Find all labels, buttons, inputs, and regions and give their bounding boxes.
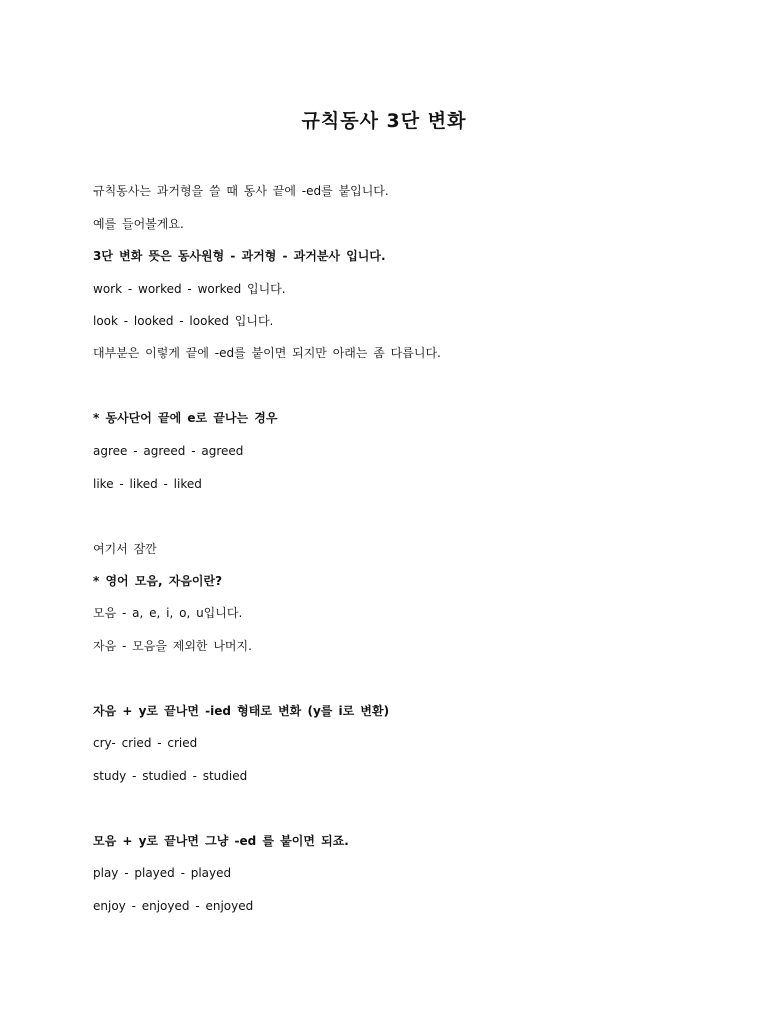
example-line: study - studied - studied [93, 769, 248, 783]
intro-example: work - worked - worked 입니다. [93, 282, 286, 296]
aside-label: 여기서 잠깐 [93, 542, 157, 556]
intro-line: 대부분은 이렇게 끝에 -ed를 붙이면 되지만 아래는 좀 다릅니다. [93, 346, 441, 360]
section-heading-vowel-y: 모음 + y로 끝나면 그냥 -ed 를 붙이면 되죠. [93, 834, 349, 848]
intro-example: look - looked - looked 입니다. [93, 314, 274, 328]
section-heading-e-ending: * 동사단어 끝에 e로 끝나는 경우 [93, 411, 278, 425]
intro-definition: 3단 변화 뜻은 동사원형 - 과거형 - 과거분사 입니다. [93, 249, 386, 263]
page-title: 규칙동사 3단 변화 [301, 110, 467, 132]
vowel-definition: 모음 - a, e, i, o, u입니다. [93, 606, 243, 620]
example-line: agree - agreed - agreed [93, 444, 244, 458]
example-line: enjoy - enjoyed - enjoyed [93, 899, 254, 913]
intro-line: 예를 들어볼게요. [93, 217, 184, 231]
example-line: cry- cried - cried [93, 736, 198, 750]
intro-line: 규칙동사는 과거형을 쓸 때 동사 끝에 -ed를 붙입니다. [93, 184, 389, 198]
aside-heading: * 영어 모음, 자음이란? [93, 574, 223, 588]
example-line: play - played - played [93, 866, 232, 880]
section-heading-consonant-y: 자음 + y로 끝나면 -ied 형태로 변화 (y를 i로 변환) [93, 704, 390, 718]
example-line: like - liked - liked [93, 477, 202, 491]
consonant-definition: 자음 - 모음을 제외한 나머지. [93, 639, 252, 653]
